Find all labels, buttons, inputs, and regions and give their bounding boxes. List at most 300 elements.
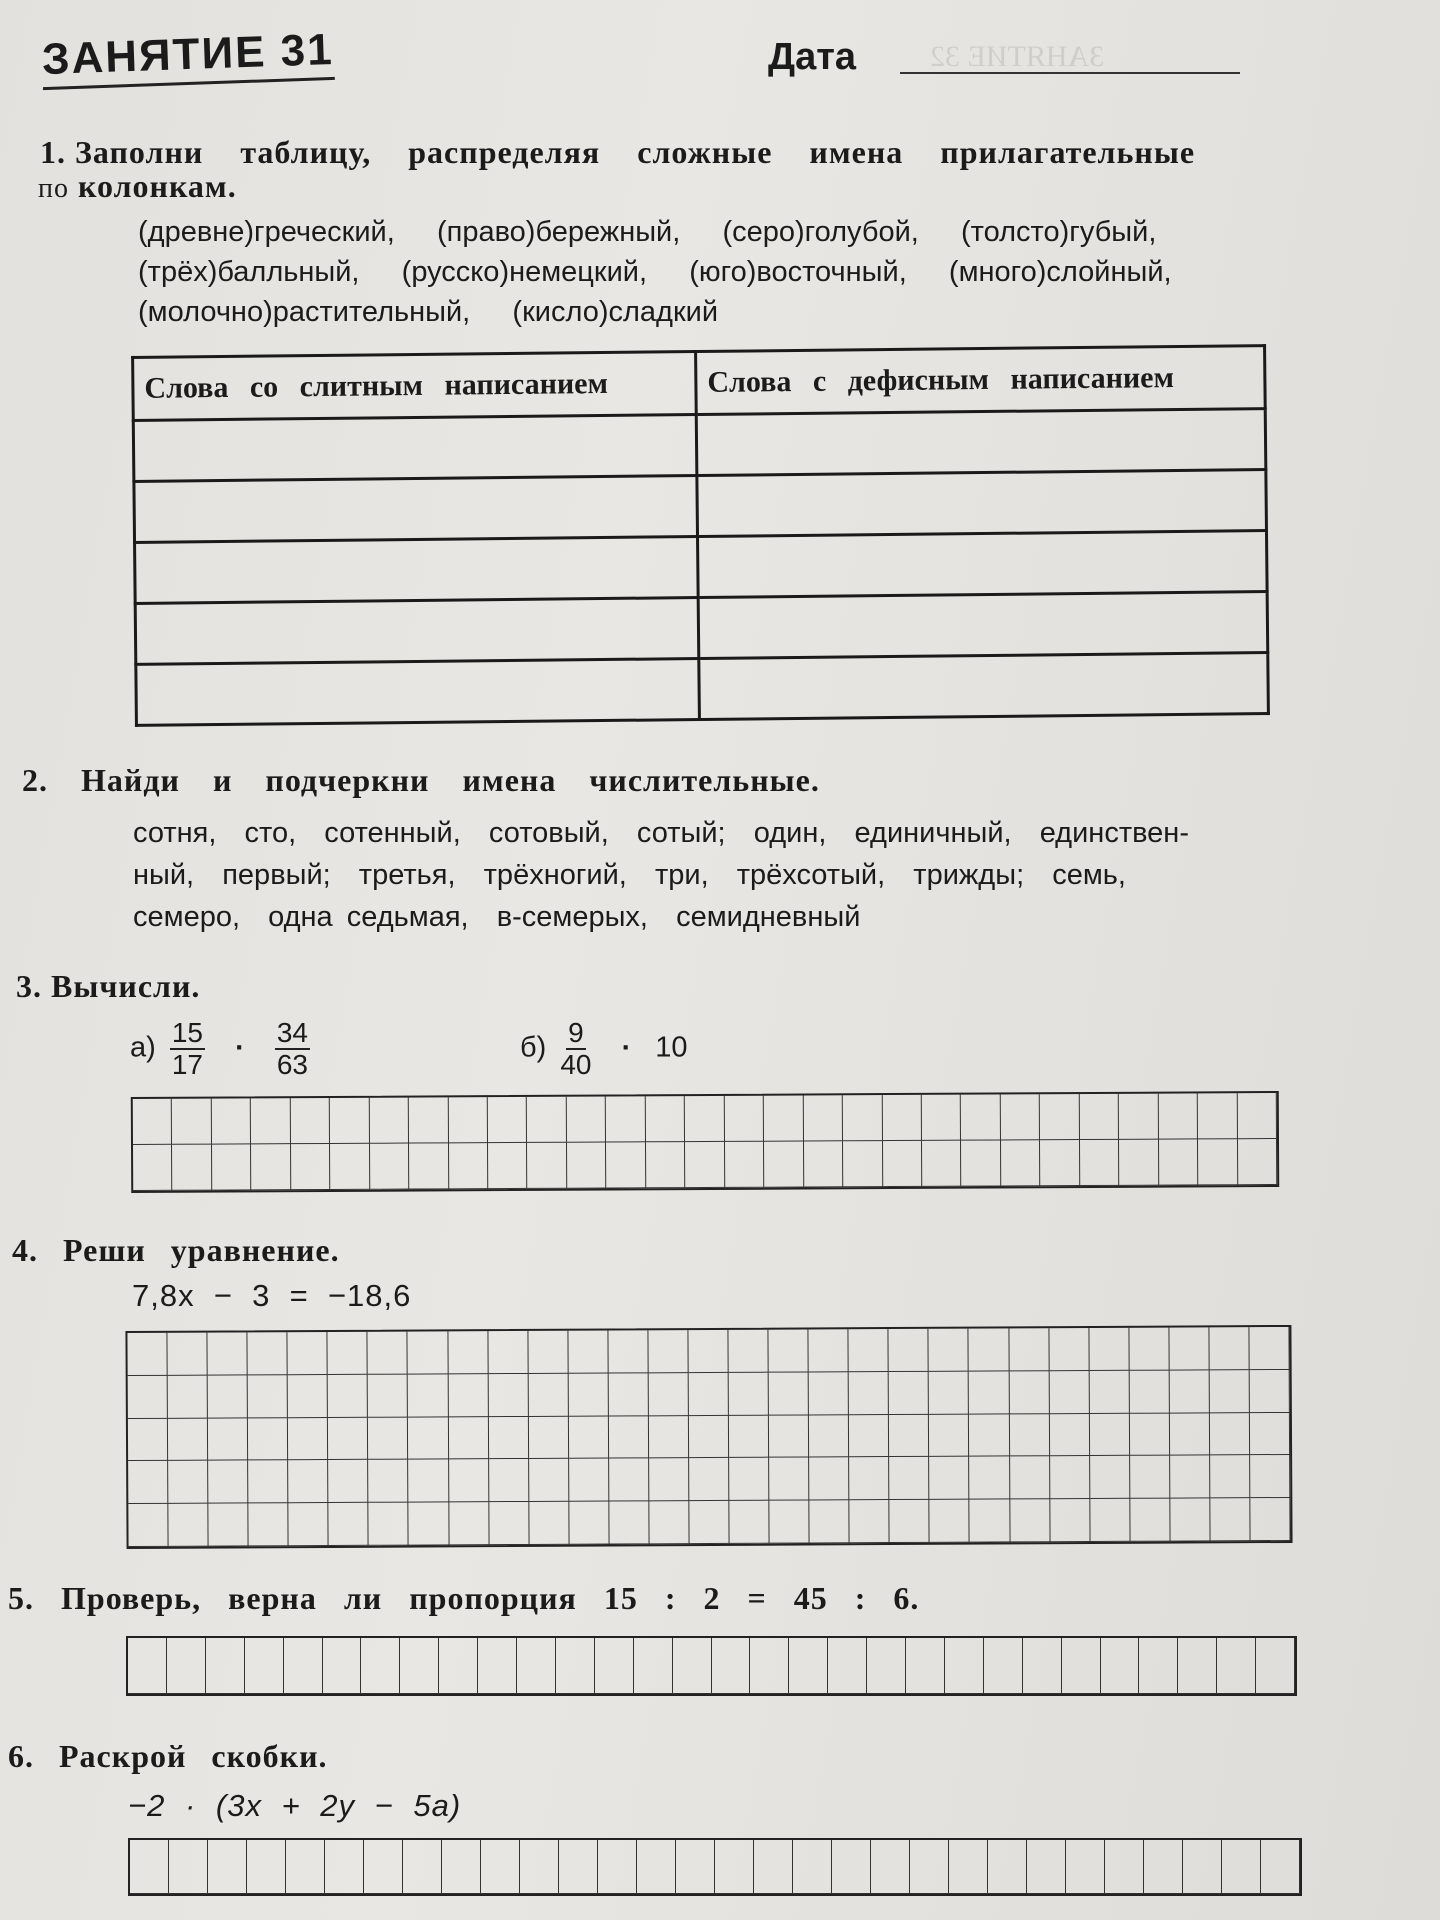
- grid-cell[interactable]: [1217, 1638, 1256, 1694]
- grid-cell[interactable]: [843, 1095, 883, 1141]
- grid-cell[interactable]: [1001, 1094, 1041, 1140]
- grid-cell[interactable]: [867, 1638, 906, 1694]
- grid-cell[interactable]: [889, 1329, 929, 1372]
- grid-cell[interactable]: [769, 1458, 809, 1501]
- grid-cell[interactable]: [128, 1376, 168, 1419]
- grid-cell[interactable]: [288, 1375, 328, 1418]
- grid-cell[interactable]: [247, 1840, 286, 1894]
- grid-cell[interactable]: [527, 1097, 567, 1143]
- grid-cell[interactable]: [882, 1095, 922, 1141]
- grid-cell[interactable]: [489, 1502, 529, 1545]
- grid-cell[interactable]: [1049, 1414, 1089, 1457]
- grid-cell[interactable]: [488, 1331, 528, 1374]
- grid-cell[interactable]: [969, 1414, 1009, 1457]
- grid-cell[interactable]: [970, 1457, 1010, 1500]
- grid-cell[interactable]: [361, 1638, 400, 1694]
- grid-cell[interactable]: [769, 1501, 809, 1544]
- grid-cell[interactable]: [1130, 1413, 1170, 1456]
- grid-cell[interactable]: [689, 1373, 729, 1416]
- grid-cell[interactable]: [1001, 1140, 1041, 1186]
- grid-cell[interactable]: [969, 1371, 1009, 1414]
- grid-cell[interactable]: [1080, 1140, 1120, 1186]
- grid-cell[interactable]: [127, 1333, 167, 1376]
- grid-cell[interactable]: [1101, 1638, 1140, 1694]
- grid-cell[interactable]: [442, 1840, 481, 1894]
- grid-cell[interactable]: [1090, 1499, 1130, 1542]
- word-line: (древне)греческий, (право)бережный, (серо)голубой, (толсто)губый,: [138, 216, 1157, 248]
- grid-cell[interactable]: [676, 1840, 715, 1894]
- table-cell[interactable]: [136, 659, 700, 726]
- grid-cell[interactable]: [1130, 1456, 1170, 1499]
- grid-cell[interactable]: [764, 1095, 804, 1141]
- grid-cell[interactable]: [849, 1372, 889, 1415]
- grid-cell[interactable]: [1089, 1328, 1129, 1371]
- task6-answer-grid[interactable]: [128, 1838, 1302, 1896]
- grid-cell[interactable]: [481, 1840, 520, 1894]
- grid-cell[interactable]: [609, 1459, 649, 1502]
- table-cell[interactable]: [696, 409, 1266, 476]
- grid-cell[interactable]: [248, 1461, 288, 1504]
- grid-cell[interactable]: [291, 1098, 331, 1144]
- grid-cell[interactable]: [689, 1415, 729, 1458]
- grid-cell[interactable]: [871, 1840, 910, 1894]
- table-cell[interactable]: [697, 470, 1267, 537]
- grid-cell[interactable]: [249, 1503, 289, 1546]
- grid-cell[interactable]: [478, 1638, 517, 1694]
- grid-cell[interactable]: [208, 1840, 247, 1894]
- table-cell[interactable]: [135, 537, 699, 604]
- grid-cell[interactable]: [930, 1500, 970, 1543]
- grid-cell[interactable]: [1170, 1499, 1210, 1542]
- grid-cell[interactable]: [725, 1142, 765, 1188]
- grid-cell[interactable]: [724, 1096, 764, 1142]
- grid-cell[interactable]: [769, 1415, 809, 1458]
- grid-cell[interactable]: [1009, 1414, 1049, 1457]
- table-row: [136, 653, 1269, 726]
- grid-cell[interactable]: [961, 1094, 1001, 1140]
- grid-cell[interactable]: [849, 1329, 889, 1372]
- grid-cell[interactable]: [567, 1143, 607, 1189]
- grid-cell[interactable]: [291, 1144, 331, 1190]
- grid-cell[interactable]: [1210, 1370, 1250, 1413]
- grid-cell[interactable]: [208, 1418, 248, 1461]
- grid-cell[interactable]: [330, 1098, 370, 1144]
- grid-cell[interactable]: [208, 1332, 248, 1375]
- grid-cell[interactable]: [949, 1840, 988, 1894]
- grid-cell[interactable]: [529, 1416, 569, 1459]
- grid-cell[interactable]: [449, 1143, 489, 1189]
- grid-cell[interactable]: [832, 1840, 871, 1894]
- grid-cell[interactable]: [1119, 1140, 1159, 1186]
- grid-cell[interactable]: [1237, 1093, 1277, 1139]
- grid-cell[interactable]: [130, 1840, 169, 1894]
- grid-cell[interactable]: [789, 1638, 828, 1694]
- word-line: (трёх)балльный, (русско)немецкий, (юго)восточный, (много)слойный,: [138, 256, 1172, 288]
- grid-cell[interactable]: [248, 1375, 288, 1418]
- grid-cell[interactable]: [1010, 1499, 1050, 1542]
- grid-cell[interactable]: [1119, 1094, 1159, 1140]
- grid-cell[interactable]: [750, 1638, 789, 1694]
- task1-word-list: [138, 212, 1268, 332]
- grid-cell[interactable]: [1009, 1371, 1049, 1414]
- grid-cell[interactable]: [729, 1415, 769, 1458]
- grid-cell[interactable]: [168, 1504, 208, 1547]
- grid-cell[interactable]: [328, 1460, 368, 1503]
- grid-cell[interactable]: [769, 1329, 809, 1372]
- grid-cell[interactable]: [649, 1416, 689, 1459]
- grid-cell[interactable]: [598, 1840, 637, 1894]
- grid-cell[interactable]: [889, 1372, 929, 1415]
- grid-cell[interactable]: [569, 1459, 609, 1502]
- grid-cell[interactable]: [172, 1099, 212, 1145]
- grid-cell[interactable]: [961, 1140, 1001, 1186]
- grid-cell[interactable]: [1183, 1840, 1222, 1894]
- table-cell[interactable]: [699, 653, 1269, 720]
- grid-cell[interactable]: [128, 1461, 168, 1504]
- grid-cell[interactable]: [609, 1502, 649, 1545]
- grid-cell[interactable]: [1089, 1371, 1129, 1414]
- grid-cell[interactable]: [1250, 1455, 1290, 1498]
- grid-cell[interactable]: [368, 1332, 408, 1375]
- grid-cell[interactable]: [648, 1330, 688, 1373]
- grid-cell[interactable]: [167, 1638, 206, 1694]
- grid-cell[interactable]: [529, 1502, 569, 1545]
- grid-cell[interactable]: [828, 1638, 867, 1694]
- grid-cell[interactable]: [685, 1096, 725, 1142]
- grid-cell[interactable]: [606, 1142, 646, 1188]
- grid-cell[interactable]: [649, 1373, 689, 1416]
- grid-cell[interactable]: [849, 1457, 889, 1500]
- grid-cell[interactable]: [251, 1144, 291, 1190]
- grid-cell[interactable]: [559, 1840, 598, 1894]
- grid-cell[interactable]: [906, 1638, 945, 1694]
- task3-part-b: [520, 1018, 688, 1080]
- grid-cell[interactable]: [370, 1144, 410, 1190]
- grid-cell[interactable]: [212, 1144, 252, 1190]
- grid-cell[interactable]: [1080, 1094, 1120, 1140]
- grid-cell[interactable]: [689, 1501, 729, 1544]
- grid-cell[interactable]: [1249, 1327, 1289, 1370]
- grid-cell[interactable]: [448, 1331, 488, 1374]
- grid-cell[interactable]: [729, 1372, 769, 1415]
- grid-cell[interactable]: [364, 1840, 403, 1894]
- grid-cell[interactable]: [1198, 1139, 1238, 1185]
- grid-cell[interactable]: [729, 1458, 769, 1501]
- task5-answer-grid[interactable]: [126, 1636, 1297, 1696]
- grid-cell[interactable]: [1049, 1328, 1089, 1371]
- grid-cell[interactable]: [168, 1461, 208, 1504]
- grid-cell[interactable]: [1040, 1140, 1080, 1186]
- grid-cell[interactable]: [172, 1145, 212, 1191]
- table-cell[interactable]: [135, 598, 699, 665]
- grid-cell[interactable]: [649, 1501, 689, 1544]
- grid-cell[interactable]: [569, 1502, 609, 1545]
- grid-cell[interactable]: [400, 1638, 439, 1694]
- grid-cell[interactable]: [528, 1374, 568, 1417]
- grid-cell[interactable]: [803, 1095, 843, 1141]
- grid-cell[interactable]: [128, 1638, 167, 1694]
- grid-cell[interactable]: [1238, 1139, 1278, 1185]
- grid-cell[interactable]: [883, 1141, 923, 1187]
- grid-cell[interactable]: [712, 1638, 751, 1694]
- grid-cell[interactable]: [368, 1374, 408, 1417]
- grid-cell[interactable]: [128, 1504, 168, 1547]
- grid-cell[interactable]: [1210, 1413, 1250, 1456]
- grid-cell[interactable]: [809, 1458, 849, 1501]
- adjectives-table: [131, 344, 1270, 727]
- grid-cell[interactable]: [528, 1331, 568, 1374]
- word-line: ный, первый; третья, трёхногий, три, трёхсотый, трижды; семь,: [133, 859, 1126, 891]
- grid-cell[interactable]: [527, 1143, 567, 1189]
- grid-cell[interactable]: [1009, 1328, 1049, 1371]
- grid-cell[interactable]: [1010, 1457, 1050, 1500]
- grid-cell[interactable]: [488, 1374, 528, 1417]
- grid-cell[interactable]: [517, 1638, 556, 1694]
- grid-cell[interactable]: [1090, 1456, 1130, 1499]
- grid-cell[interactable]: [1040, 1094, 1080, 1140]
- grid-cell[interactable]: [568, 1331, 608, 1374]
- grid-cell[interactable]: [328, 1375, 368, 1418]
- grid-cell[interactable]: [128, 1418, 168, 1461]
- grid-cell[interactable]: [369, 1503, 409, 1546]
- word-line: сотня, сто, сотенный, сотовый, сотый; один, единичный, единствен-: [133, 817, 1189, 849]
- grid-cell[interactable]: [168, 1375, 208, 1418]
- table-cell[interactable]: [134, 476, 698, 543]
- grid-cell[interactable]: [809, 1415, 849, 1458]
- table-cell[interactable]: [698, 592, 1268, 659]
- grid-cell[interactable]: [409, 1460, 449, 1503]
- grid-cell[interactable]: [288, 1460, 328, 1503]
- grid-cell[interactable]: [1250, 1498, 1290, 1541]
- grid-cell[interactable]: [556, 1638, 595, 1694]
- task6-text: Раскрой скобки.: [59, 1738, 328, 1774]
- grid-cell[interactable]: [970, 1500, 1010, 1543]
- grid-cell[interactable]: [133, 1099, 173, 1145]
- grid-cell[interactable]: [929, 1371, 969, 1414]
- grid-cell[interactable]: [929, 1329, 969, 1372]
- grid-cell[interactable]: [133, 1145, 173, 1191]
- grid-cell[interactable]: [922, 1095, 962, 1141]
- grid-cell[interactable]: [1222, 1840, 1261, 1894]
- grid-cell[interactable]: [1170, 1456, 1210, 1499]
- grid-cell[interactable]: [1139, 1638, 1178, 1694]
- grid-cell[interactable]: [1209, 1327, 1249, 1370]
- grid-cell[interactable]: [793, 1840, 832, 1894]
- grid-cell[interactable]: [1210, 1456, 1250, 1499]
- grid-cell[interactable]: [448, 1374, 488, 1417]
- grid-cell[interactable]: [488, 1143, 528, 1189]
- grid-cell[interactable]: [1250, 1370, 1290, 1413]
- grid-cell[interactable]: [251, 1098, 291, 1144]
- grid-cell[interactable]: [408, 1331, 448, 1374]
- grid-cell[interactable]: [1129, 1328, 1169, 1371]
- word-line: (молочно)растительный, (кисло)сладкий: [138, 296, 719, 328]
- grid-cell[interactable]: [1129, 1370, 1169, 1413]
- grid-cell[interactable]: [168, 1418, 208, 1461]
- grid-cell[interactable]: [330, 1144, 370, 1190]
- grid-cell[interactable]: [368, 1417, 408, 1460]
- grid-cell[interactable]: [890, 1500, 930, 1543]
- grid-cell[interactable]: [715, 1840, 754, 1894]
- grid-cell[interactable]: [850, 1500, 890, 1543]
- grid-cell[interactable]: [403, 1840, 442, 1894]
- grid-cell[interactable]: [286, 1840, 325, 1894]
- grid-cell[interactable]: [323, 1638, 362, 1694]
- grid-cell[interactable]: [1170, 1413, 1210, 1456]
- grid-cell[interactable]: [569, 1416, 609, 1459]
- grid-cell[interactable]: [449, 1502, 489, 1545]
- grid-cell[interactable]: [849, 1415, 889, 1458]
- grid-cell[interactable]: [289, 1503, 329, 1546]
- grid-cell[interactable]: [1169, 1327, 1209, 1370]
- grid-cell[interactable]: [212, 1098, 252, 1144]
- grid-cell[interactable]: [843, 1141, 883, 1187]
- grid-cell[interactable]: [889, 1414, 929, 1457]
- grid-cell[interactable]: [329, 1503, 369, 1546]
- task5-text: Проверь, верна ли пропорция 15 : 2 = 45 : 6.: [61, 1580, 920, 1616]
- grid-cell[interactable]: [606, 1096, 646, 1142]
- grid-cell[interactable]: [1090, 1413, 1130, 1456]
- grid-cell[interactable]: [328, 1332, 368, 1375]
- grid-cell[interactable]: [1130, 1499, 1170, 1542]
- task1-text: Заполни таблицу, распределяя сложные имена прилагательные: [75, 134, 1196, 170]
- task3-answer-grid[interactable]: [131, 1091, 1279, 1193]
- grid-cell[interactable]: [945, 1638, 984, 1694]
- grid-cell[interactable]: [1159, 1139, 1199, 1185]
- grid-cell[interactable]: [688, 1330, 728, 1373]
- grid-cell[interactable]: [634, 1638, 673, 1694]
- grid-cell[interactable]: [409, 1143, 449, 1189]
- grid-cell[interactable]: [1066, 1840, 1105, 1894]
- grid-cell[interactable]: [889, 1457, 929, 1500]
- task2-heading: [22, 762, 820, 799]
- grid-cell[interactable]: [288, 1332, 328, 1375]
- grid-cell[interactable]: [1178, 1638, 1217, 1694]
- grid-cell[interactable]: [609, 1416, 649, 1459]
- task2-number: 2.: [22, 762, 48, 798]
- grid-cell[interactable]: [408, 1417, 448, 1460]
- task3-number: 3.: [16, 968, 42, 1004]
- grid-cell[interactable]: [1261, 1840, 1300, 1894]
- grid-cell[interactable]: [929, 1414, 969, 1457]
- grid-cell[interactable]: [810, 1500, 850, 1543]
- grid-cell[interactable]: [448, 1417, 488, 1460]
- grid-cell[interactable]: [637, 1840, 676, 1894]
- grid-cell[interactable]: [1250, 1413, 1290, 1456]
- factor: 10: [655, 1031, 688, 1064]
- grid-cell[interactable]: [439, 1638, 478, 1694]
- grid-cell[interactable]: [922, 1141, 962, 1187]
- grid-cell[interactable]: [169, 1840, 208, 1894]
- grid-cell[interactable]: [1169, 1370, 1209, 1413]
- grid-cell[interactable]: [369, 1460, 409, 1503]
- multiply-sign: ·: [235, 1031, 245, 1064]
- grid-cell[interactable]: [568, 1373, 608, 1416]
- task4-answer-grid[interactable]: [125, 1325, 1292, 1549]
- grid-cell[interactable]: [1144, 1840, 1183, 1894]
- grid-cell[interactable]: [728, 1330, 768, 1373]
- grid-cell[interactable]: [409, 1503, 449, 1546]
- part-b-label: б): [520, 1031, 547, 1064]
- grid-cell[interactable]: [1158, 1093, 1198, 1139]
- grid-cell[interactable]: [910, 1840, 949, 1894]
- grid-cell[interactable]: [1027, 1840, 1066, 1894]
- grid-cell[interactable]: [408, 1374, 448, 1417]
- grid-cell[interactable]: [208, 1375, 248, 1418]
- grid-cell[interactable]: [489, 1459, 529, 1502]
- table-cell[interactable]: [133, 415, 697, 482]
- task3-part-a: [130, 1018, 316, 1080]
- grid-cell[interactable]: [1105, 1840, 1144, 1894]
- grid-cell[interactable]: [1210, 1498, 1250, 1541]
- grid-cell[interactable]: [809, 1329, 849, 1372]
- task5-heading: [8, 1580, 919, 1617]
- grid-cell[interactable]: [769, 1372, 809, 1415]
- grid-cell[interactable]: [529, 1459, 569, 1502]
- grid-cell[interactable]: [754, 1840, 793, 1894]
- grid-cell[interactable]: [649, 1458, 689, 1501]
- grid-cell[interactable]: [208, 1461, 248, 1504]
- task1-number: 1.: [40, 134, 66, 170]
- grid-cell[interactable]: [409, 1097, 449, 1143]
- date-field-line[interactable]: [900, 72, 1240, 74]
- grid-cell[interactable]: [804, 1141, 844, 1187]
- grid-cell[interactable]: [608, 1373, 648, 1416]
- grid-cell[interactable]: [488, 1097, 528, 1143]
- grid-cell[interactable]: [248, 1418, 288, 1461]
- grid-cell[interactable]: [208, 1504, 248, 1547]
- grid-cell[interactable]: [1062, 1638, 1101, 1694]
- grid-cell[interactable]: [448, 1097, 488, 1143]
- grid-cell[interactable]: [449, 1460, 489, 1503]
- grid-cell[interactable]: [325, 1840, 364, 1894]
- grid-cell[interactable]: [595, 1638, 634, 1694]
- grid-cell[interactable]: [809, 1372, 849, 1415]
- grid-cell[interactable]: [567, 1097, 607, 1143]
- grid-cell[interactable]: [689, 1458, 729, 1501]
- grid-cell[interactable]: [206, 1638, 245, 1694]
- grid-cell[interactable]: [646, 1142, 686, 1188]
- grid-cell[interactable]: [369, 1098, 409, 1144]
- grid-cell[interactable]: [520, 1840, 559, 1894]
- grid-cell[interactable]: [929, 1457, 969, 1500]
- grid-cell[interactable]: [685, 1142, 725, 1188]
- grid-cell[interactable]: [1198, 1093, 1238, 1139]
- grid-cell[interactable]: [608, 1330, 648, 1373]
- grid-cell[interactable]: [284, 1638, 323, 1694]
- grid-cell[interactable]: [489, 1417, 529, 1460]
- grid-cell[interactable]: [245, 1638, 284, 1694]
- grid-cell[interactable]: [969, 1328, 1009, 1371]
- fraction: $\frac{9}{40}$: [560, 1017, 592, 1080]
- grid-cell[interactable]: [646, 1096, 686, 1142]
- grid-cell[interactable]: [1050, 1456, 1090, 1499]
- grid-cell[interactable]: [1050, 1499, 1090, 1542]
- grid-cell[interactable]: [328, 1417, 368, 1460]
- grid-cell[interactable]: [729, 1501, 769, 1544]
- grid-cell[interactable]: [288, 1418, 328, 1461]
- grid-cell[interactable]: [168, 1333, 208, 1376]
- grid-cell[interactable]: [988, 1840, 1027, 1894]
- grid-cell[interactable]: [1256, 1638, 1295, 1694]
- grid-cell[interactable]: [673, 1638, 712, 1694]
- grid-cell[interactable]: [1023, 1638, 1062, 1694]
- grid-cell[interactable]: [764, 1141, 804, 1187]
- grid-cell[interactable]: [984, 1638, 1023, 1694]
- grid-cell[interactable]: [248, 1332, 288, 1375]
- grid-cell[interactable]: [1049, 1371, 1089, 1414]
- table-cell[interactable]: [698, 531, 1268, 598]
